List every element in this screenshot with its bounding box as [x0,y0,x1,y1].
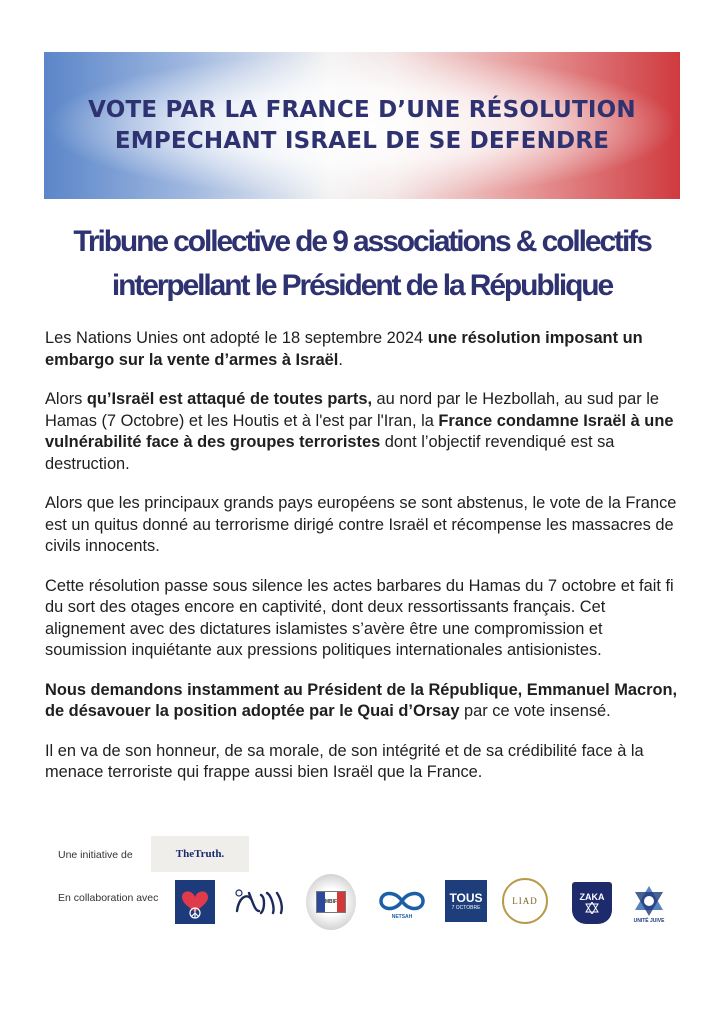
mbif-flag [316,891,346,913]
p2-text-e: dont l’objectif revendiqué est sa destruction. [45,433,615,473]
netsah-text: NETSAH [391,914,413,920]
p1-text-a: Les Nations Unies ont adopté le 18 septembre 2024 [45,329,428,347]
page-subtitle [0,220,724,308]
tous-7-octobre-logo [445,880,487,922]
header-banner [44,52,680,199]
paragraph-5 [45,680,680,723]
thetruth-logo: TheTruth. [151,836,249,872]
banner-title-line-2: EMPECHANT ISRAEL DE SE DEFENDRE [114,127,610,154]
mbif-text: MBIF [325,892,337,912]
infinity-icon [377,888,427,914]
p2-bold-2: France condamne Israël à une vulnérabilité face à des groupes terroristes [45,411,674,451]
zaka-shield [572,882,612,924]
zaka-text: ZAKA [579,892,605,902]
netsah-logo [374,880,430,928]
unite-juive-logo [628,880,670,928]
p1-bold: une résolution imposant un embargo sur la vente d’armes à Israël [45,329,643,369]
p2-text-a: Alors [45,390,87,408]
heart-peace-logo [175,880,215,924]
zaka-star-icon [585,902,599,914]
subtitle-line-1: Tribune collective de 9 associations & collectifs [73,225,651,258]
tribune-body [45,328,680,802]
initiative-label: Une initiative de [58,849,133,861]
unite-juive-text: UNITÉ JUIVE [633,918,665,924]
collaboration-label: En collaboration avec [58,892,159,904]
paragraph-1 [45,328,680,371]
paragraph-2 [45,389,680,475]
paragraph-4: Cette résolution passe sous silence les actes barbares du Hamas du 7 octobre et fait fi du sort des otages encore en captivité, dont deux ressortissants français. Cet alignement avec des dictatures islamistes s’avère être une compromission et soumission inquiétante aux pressions politiques internationales antisionistes. [45,576,674,659]
p5-bold: Nous demandons instamment au Président de la République, Emmanuel Macron, de désavouer la position adoptée par le Quai d’Orsay [45,680,678,720]
p2-text-c: au nord par le Hezbollah, au sud par le Hamas (7 Octobre) et les Houtis et à l'est par l'Iran, la [45,390,660,430]
star-of-david-icon [632,884,666,918]
p2-bold-1: qu’Israël est attaqué de toutes parts, [86,390,372,408]
p5-text-b: par ce vote insensé. [459,702,611,720]
mbif-logo [306,874,356,930]
zaka-logo [568,880,616,926]
paragraph-6: Il en va de son honneur, de sa morale, de son intégrité et de sa crédibilité face à la menace terroriste qui frappe aussi bien Israël que la France. [45,741,644,781]
calligraphic-logo [230,880,292,924]
tous-text: TOUS [449,890,483,905]
liad-logo [502,878,548,924]
calligraphy-icon [231,885,291,919]
p1-text-c: . [338,350,343,369]
tous-date-text: 7 OCTOBRE [451,904,481,911]
paragraph-3: Alors que les principaux grands pays européens se sont abstenus, le vote de la France est un quitus donné au terrorisme dirigé contre Israël et récompense les massacres de civils innocents. [45,494,677,555]
banner-title-line-1: VOTE PAR LA FRANCE D’UNE RÉSOLUTION [88,96,636,123]
liad-text: LIAD [512,896,538,906]
heart-peace-icon [178,883,212,921]
subtitle-line-2: interpellant le Président de la République [111,269,613,302]
